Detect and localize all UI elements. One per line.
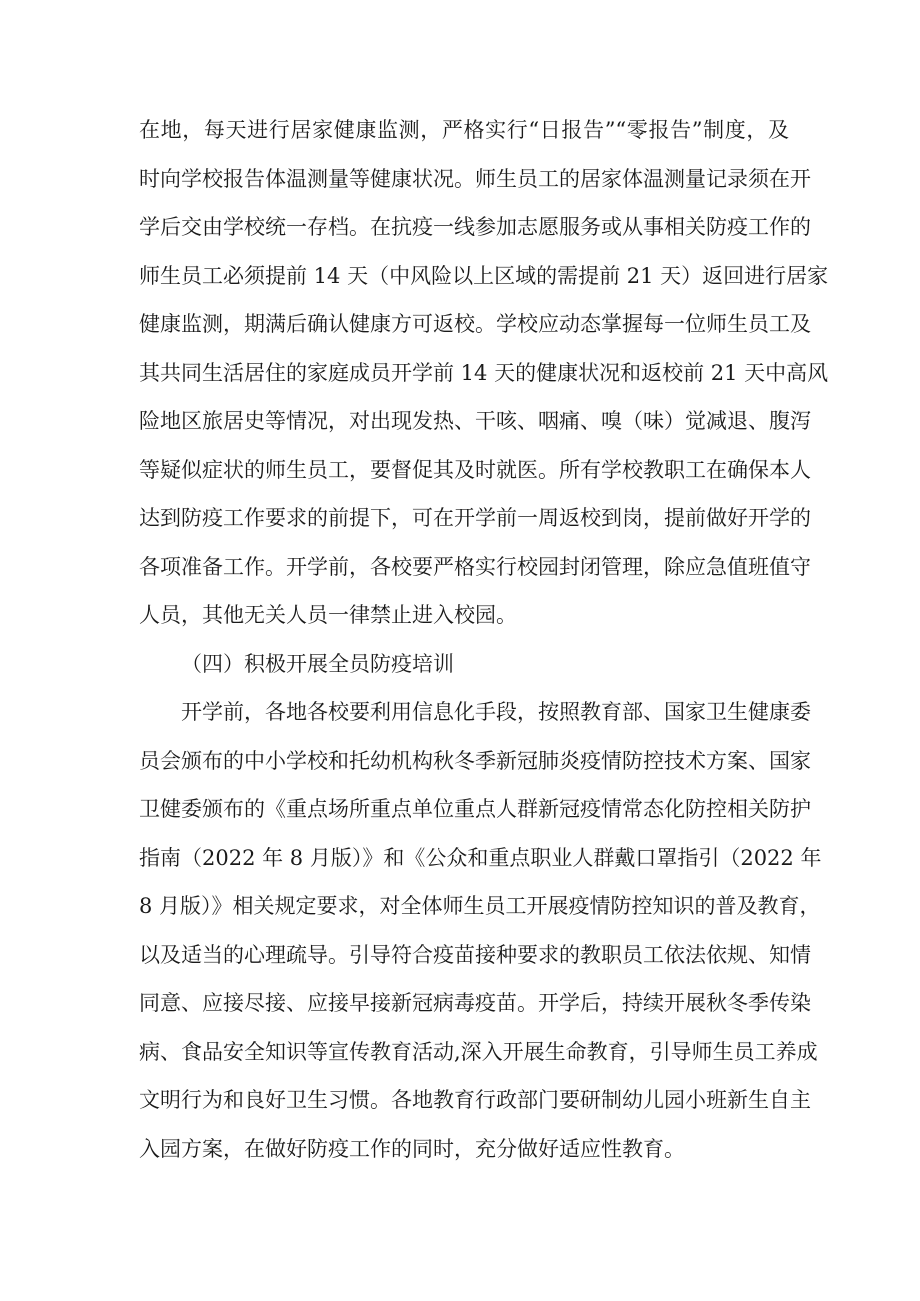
text-line: 师生员工必须提前 14 天（中风险以上区域的需提前 21 天）返回进行居家 bbox=[139, 263, 829, 288]
text-line: 险地区旅居史等情况，对出现发热、干咳、咽痛、嗅（味）觉减退、腹泻 bbox=[139, 409, 811, 433]
text-line: 等疑似症状的师生员工，要督促其及时就医。所有学校教职工在确保本人 bbox=[139, 457, 811, 482]
text-line: 健康监测，期满后确认健康方可返校。学校应动态掌握每一位师生员工及 bbox=[139, 312, 811, 336]
text-line: 学后交由学校统一存档。在抗疫一线参加志愿服务或从事相关防疫工作的 bbox=[139, 215, 811, 239]
text-line: 时向学校报告体温测量等健康状况。师生员工的居家体温测量记录须在开 bbox=[139, 166, 811, 191]
text-line: 达到防疫工作要求的前提下，可在开学前一周返校到岗，提前做好开学的 bbox=[139, 506, 811, 530]
text-line: 人员，其他无关人员一律禁止进入校园。 bbox=[139, 603, 517, 627]
text-line: 员会颁布的中小学校和托幼机构秋冬季新冠肺炎疫情防控技术方案、国家 bbox=[139, 748, 811, 773]
text-line: 在地，每天进行居家健康监测，严格实行“日报告”“零报告”制度，及 bbox=[139, 118, 789, 142]
text-line: 卫健委颁布的《重点场所重点单位重点人群新冠疫情常态化防控相关防护 bbox=[139, 797, 811, 821]
text-line: 文明行为和良好卫生习惯。各地教育行政部门要研制幼儿园小班新生自主 bbox=[139, 1088, 811, 1112]
text-line: 各项准备工作。开学前，各校要严格实行校园封闭管理，除应急值班值守 bbox=[139, 554, 811, 579]
paragraph-body-1 bbox=[139, 114, 829, 648]
section-heading-text: （四）积极开展全员防疫培训 bbox=[181, 651, 454, 676]
text-line: 其共同生活居住的家庭成员开学前 14 天的健康状况和返校前 21 天中高风 bbox=[139, 360, 829, 385]
paragraph-body-2 bbox=[139, 696, 822, 1181]
text-line: 指南（2022 年 8 月版）》和《公众和重点职业人群戴口罩指引（2022 年 bbox=[139, 845, 822, 870]
section-heading bbox=[139, 648, 789, 697]
text-line: 同意、应接尽接、应接早接新冠病毒疫苗。开学后，持续开展秋冬季传染 bbox=[139, 991, 811, 1015]
text-line: 病、食品安全知识等宣传教育活动,深入开展生命教育，引导师生员工养成 bbox=[139, 1039, 818, 1064]
text-line: 入园方案，在做好防疫工作的同时，充分做好适应性教育。 bbox=[139, 1136, 685, 1161]
text-line: 8 月版）》相关规定要求，对全体师生员工开展疫情防控知识的普及教育， bbox=[139, 894, 821, 918]
text-line: 以及适当的心理疏导。引导符合疫苗接种要求的教职员工依法依规、知情 bbox=[139, 942, 811, 967]
text-line: 开学前，各地各校要利用信息化手段，按照教育部、国家卫生健康委 bbox=[181, 700, 811, 724]
document-body bbox=[139, 114, 829, 1181]
